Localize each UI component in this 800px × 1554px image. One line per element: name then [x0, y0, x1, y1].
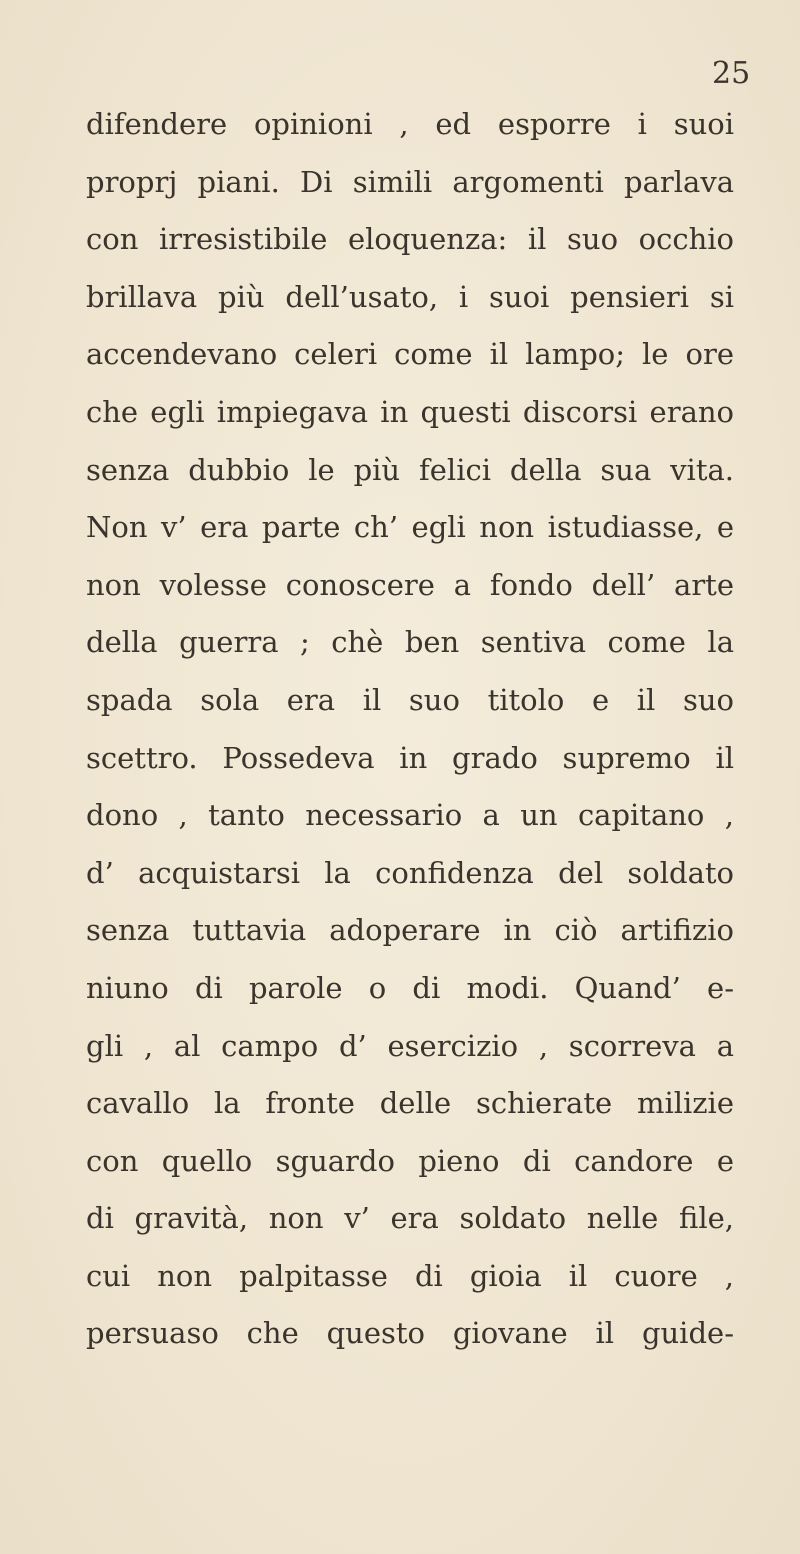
text-line-11: spada sola era il suo titolo e il suo [86, 682, 734, 717]
text-line-22: persuaso che questo giovane il guide- [86, 1316, 734, 1351]
text-line-17: gli , al campo d’ esercizio , scorreva a [86, 1028, 734, 1063]
text-line-13: dono , tanto necessario a un capitano , [86, 798, 734, 833]
text-line-2: proprj piani. Di simili argomenti parlava [86, 164, 734, 199]
text-line-3: con irresistibile eloquenza: il suo occhio [86, 222, 734, 257]
page-number: 25 [712, 56, 751, 91]
text-line-12: scettro. Possedeva in grado supremo il [86, 740, 734, 775]
text-line-4: brillava più dell’usato, i suoi pensieri si [86, 279, 734, 314]
text-line-18: cavallo la fronte delle schierate milizie [86, 1086, 734, 1121]
body-text [86, 96, 734, 1363]
text-line-5: accendevano celeri come il lampo; le ore [86, 337, 734, 372]
text-line-19: con quello sguardo pieno di candore e [86, 1143, 734, 1178]
text-line-21: cui non palpitasse di gioia il cuore , [86, 1258, 734, 1293]
text-line-15: senza tuttavia adoperare in ciò artifizio [86, 913, 734, 948]
text-line-10: della guerra ; chè ben sentiva come la [86, 625, 734, 660]
text-line-1: difendere opinioni , ed esporre i suoi [86, 107, 734, 141]
text-line-9: non volesse conoscere a fondo dell’ arte [86, 567, 734, 602]
text-line-20: di gravità, non v’ era soldato nelle file, [86, 1201, 734, 1236]
text-line-6: che egli impiegava in questi discorsi erano [86, 394, 734, 429]
text-line-8: Non v’ era parte ch’ egli non istudiasse, e [86, 510, 734, 545]
text-line-16: niuno di parole o di modi. Quand’ e- [86, 970, 734, 1005]
text-line-14: d’ acquistarsi la confidenza del soldato [86, 855, 734, 890]
text-line-7: senza dubbio le più felici della sua vita. [86, 452, 734, 487]
